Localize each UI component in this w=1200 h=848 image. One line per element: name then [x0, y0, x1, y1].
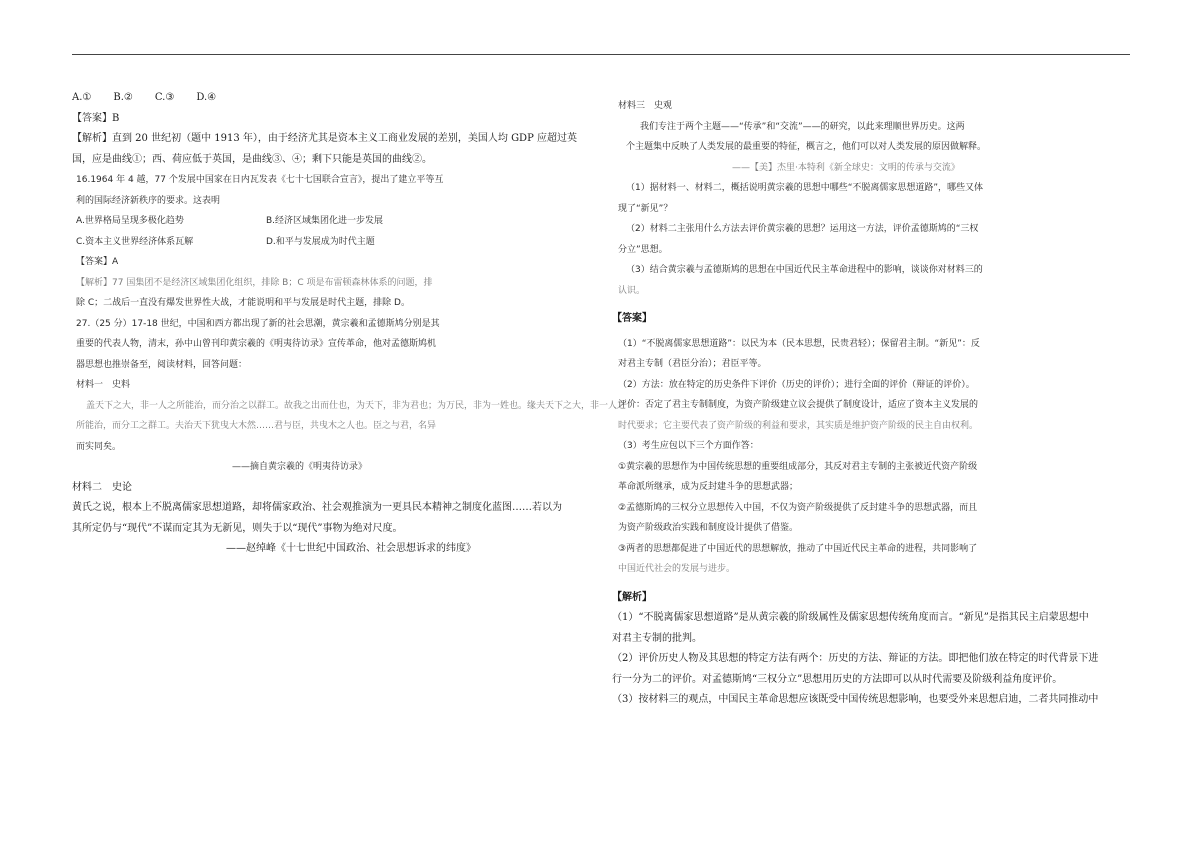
- answer-1: 【答案】B: [72, 112, 120, 124]
- options-row: [72, 88, 592, 109]
- material-1-source: ——摘自黄宗羲的《明夷待访录》: [232, 462, 368, 472]
- question-16-line-2: 利的国际经济新秩序的要求。这表明: [76, 195, 221, 206]
- analysis-2-line-2: 除 C；二战后一直没有爆发世界性大战，才能说明和平与发展是时代主题，排除 D。: [76, 298, 410, 308]
- material-1-line-2: 所能治，而分工之群工。夫治天下犹曳大木然……君与臣，共曳木之人也。臣之与君，名异: [76, 421, 437, 431]
- material-1-line-3: 而实同矣。: [76, 441, 122, 452]
- material-2-line-1: 黄氏之说，根本上不脱离儒家思想道路，却将儒家政治、社会观推演为一更具民本精神之制度化蓝图……若以为: [72, 502, 562, 513]
- answer-2-line-1: （2）方法：放在特定的历史条件下评价（历史的评价）；进行全面的评价（辩证的评价）。: [618, 379, 975, 390]
- answer-3-line-5: 为资产阶级政治实践和制度设计提供了借鉴。: [618, 523, 799, 533]
- answer-3-line-6: ③两者的思想都促进了中国近代的思想解放，推动了中国近代民主革命的进程，共同影响了: [618, 543, 978, 554]
- header-rule: [72, 54, 1130, 55]
- option-d: D.④: [196, 92, 217, 103]
- question-16-line-1: 16.1964 年 4 越，77 个发展中国家在日内瓦发表《七十七国联合宣言》，提出了建立平等互: [76, 175, 444, 185]
- option-c: C.③: [154, 92, 175, 103]
- question-2-line-1: （2）材料二主张用什么方法去评价黄宗羲的思想？运用这一方法，评价孟德斯鸠的“三权: [626, 224, 979, 234]
- question-1-line-1: （1）据材料一、材料二，概括说明黄宗羲的思想中哪些“不脱离儒家思想道路”，哪些又体: [626, 183, 984, 193]
- material-1-title: 材料一 史料: [76, 380, 131, 390]
- question-3-line-2: 认识。: [618, 285, 646, 296]
- q16-option-b: B.经济区域集团化进一步发展: [266, 216, 384, 226]
- analysis-2-line-1: 【解析】77 国集团不是经济区域集团化组织，排除 B；C 项是布雷顿森林体系的问题，排: [76, 277, 433, 288]
- question-3-line-1: （3）结合黄宗羲与孟德斯鸠的思想在中国近代民主革命进程中的影响，谈谈你对材料三的: [626, 265, 983, 275]
- answer-2-line-3: 时代要求；它主要代表了资产阶级的利益和要求，其实质是维护资产阶级的民主自由权利。: [618, 420, 979, 431]
- question-16-options-row-2: [72, 232, 592, 253]
- option-a: A.①: [72, 92, 92, 103]
- q16-option-a: A.世界格局呈现多极化趋势: [76, 216, 184, 226]
- material-1-line-1: 盖天下之大，非一人之所能治，而分治之以群工。故我之出而仕也，为天下，非为君也；为万民，非为一姓也。缘夫天下之大，非一人之: [86, 400, 627, 411]
- question-16-options-row-1: [72, 211, 592, 232]
- analysis-p1-line-2: 对君主专制的批判。: [612, 632, 702, 644]
- answer-1-line-1: （1）“不脱离儒家思想道路”：以民为本（民本思想，民贵君轻）；保留君主制。“新见”：反: [618, 338, 980, 349]
- answer-title: 【答案】: [612, 313, 652, 324]
- answer-3-line-1: （3）考生应包以下三个方面作答：: [618, 441, 759, 451]
- answer-3-line-2: ①黄宗羲的思想作为中国传统思想的重要组成部分，其反对君主专制的主张被近代资产阶级: [618, 461, 978, 472]
- q16-option-d: D.和平与发展成为时代主题: [266, 236, 375, 247]
- answer-3-line-3: 革命派所继承，成为反封建斗争的思想武器；: [618, 482, 799, 492]
- material-3-line-1: 我们专注于两个主题——“传承”和“交流”——的研究，以此来理顺世界历史。这两: [640, 121, 965, 132]
- answer-1-line-2: 对君主专制（君臣分治）；君臣平等。: [618, 359, 767, 369]
- question-27-line-2: 重要的代表人物，清末，孙中山曾刊印黄宗羲的《明夷待访录》宣传革命，他对孟德斯鸠机: [76, 339, 437, 349]
- material-2-line-2: 其所定仍与“现代”不谋而定其为无新见，则失于以“现代”事物为绝对尺度。: [72, 522, 403, 534]
- answer-2: 【答案】A: [76, 257, 119, 267]
- analysis-p3-line-1: （3）按材料三的观点，中国民主革命思想应该既受中国传统思想影响，也要受外来思想启迪，二者共同推动中: [612, 694, 1099, 705]
- material-3-title: 材料三 史观: [618, 101, 673, 111]
- question-2-line-2: 分立”思想。: [618, 244, 668, 255]
- analysis-p2-line-1: （2）评价历史人物及其思想的特定方法有两个：历史的方法、辩证的方法。即把他们放在特定的时代背景下进: [612, 653, 1099, 664]
- analysis-1-line-2: 国，应是曲线①；西、荷应低于英国，是曲线③、④；剩下只能是英国的曲线②。: [72, 153, 432, 165]
- right-column: [612, 96, 1132, 711]
- question-27-line-3: 器思想也推崇备至，阅读材料，回答问题：: [76, 359, 248, 370]
- material-3-line-2: 个主题集中反映了人类发展的最重要的特征，概言之，他们可以对人类发展的原因做解释。: [626, 142, 987, 152]
- option-b: B.②: [113, 92, 133, 103]
- analysis-p1-line-1: （1）“不脱离儒家思想道路”是从黄宗羲的阶级属性及儒家思想传统角度而言。“新见”是指其民主启蒙思想中: [612, 612, 1089, 623]
- left-column: [72, 88, 627, 560]
- analysis-title: 【解析】: [612, 591, 652, 603]
- answer-2-line-2: 评价：否定了君主专制制度，为资产阶级建立议会提供了制度设计，适应了资本主义发展的: [618, 400, 979, 410]
- material-3-source: ——【美】杰里·本特利《新全球史：文明的传承与交流》: [732, 162, 960, 173]
- analysis-1-line-1: 【解析】直到 20 世纪初（题中 1913 年），由于经济尤其是资本主义工商业发展的差别，美国人均 GDP 应超过英: [72, 133, 577, 144]
- answer-3-line-4: ②孟德斯鸠的三权分立思想传入中国，不仅为资产阶级提供了反封建斗争的思想武器，而且: [618, 502, 978, 513]
- material-2-source: ——赵绰峰《十七世纪中国政治、社会思想诉求的纬度》: [226, 543, 476, 554]
- question-1-line-2: 现了“新见”？: [618, 203, 673, 214]
- q16-option-c: C.资本主义世界经济体系瓦解: [76, 236, 194, 247]
- analysis-p2-line-2: 行一分为二的评价。对孟德斯鸠“三权分立”思想用历史的方法即可以从时代需要及阶级利益角度评价。: [612, 673, 1063, 685]
- answer-3-line-7: 中国近代社会的发展与进步。: [618, 564, 736, 574]
- question-27-line-1: 27.（25 分）17-18 世纪，中国和西方都出现了新的社会思潮，黄宗羲和孟德斯鸠分别是其: [76, 318, 440, 329]
- material-2-title: 材料二 史论: [72, 481, 132, 493]
